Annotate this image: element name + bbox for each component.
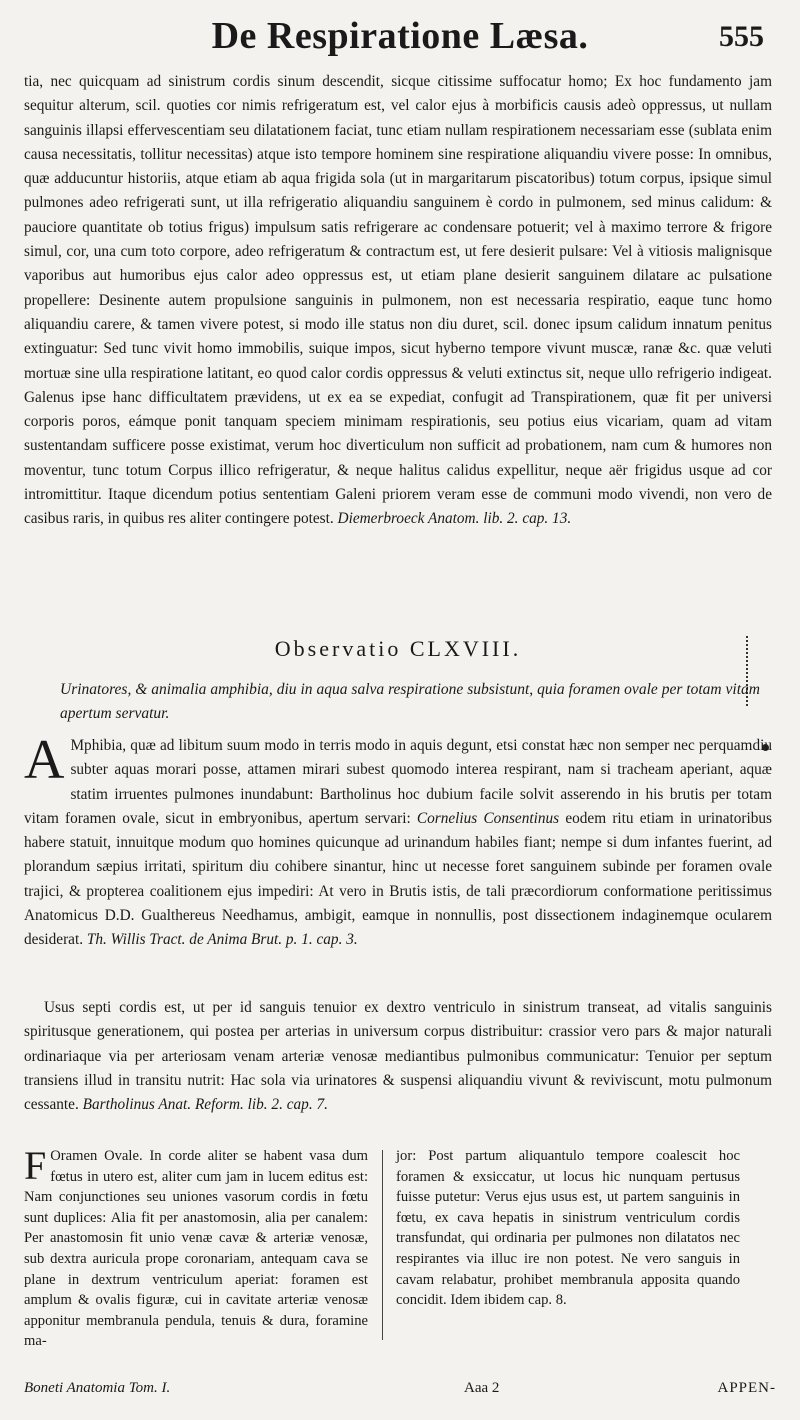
page-title: De Respiratione Læsa. [211,15,589,57]
usus-paragraph [24,996,772,1117]
usus-text: Usus septi cordis est, ut per id sanguis tenuior ex dextro ventriculo in sinistrum transeat, ad vitalis sanguinis spiritusque generationem, qui postea per arterias in universum corpus distribuitur: crassior vero pars & major naturali ordinariaque via per arteriosam venam arteriæ venosæ mediantibus pulmonibus communicatur: Tenuior per septum transiens illud in transitu nutrit: Hac sola via urinatores & suspensi aliquandiu vivunt & reviviscunt, motu pulmonum cessante. [24,999,772,1114]
intro-paragraph [24,70,772,532]
intro-citation: Diemerbroeck Anatom. lib. 2. cap. 13. [337,510,572,528]
drop-cap-a: A [24,729,65,791]
drop-cap-f: F [24,1143,47,1188]
footer-catchword: APPEN- [717,1380,776,1396]
amphibia-text: Mphibia, quæ ad libitum suum modo in terris modo in aquis degunt, etsi constat hæc non semper nec perquamdiu subter aquas morari posse, attamen mirari subest quomodo interea respirant, nam si tracheam aperiant, aquæ statim irruentes pulmones inundabunt: Bartholinus hoc dubium facile solvit asserendo in his brutis per totam vitam foramen ovale, sicut in embryonibus, apertum servari: [24,737,772,827]
intro-text: tia, nec quicquam ad sinistrum cordis sinum descendit, sicque citissime suffocatur homo; Ex hoc fundamento jam sequitur alterum, scil. quoties cor nimis refrigeratum est, vel calor ejus à morbificis causis adeò oppressus, ut nullam sanguinis illapsi effervescentiam seu dilatationem faciat, tunc etiam nullam respirationem necessariam esse (sublata enim causa necessitatis, tollitur necessitas) atque isto tempore hominem sine respiratione aliquandiu vivere posse: In omnibus, quæ adducuntur historiis, atque etiam ab aqua frigida sola (ut in margaritarum piscatoribus) totum corpus, ipsique simul pulmones adeo refrigerati sunt, ut illa refrigeratio aliquandiu sanguinem è cordo in pulmonem, sed minus calidum: & pauciore quantitate ob totius frigus) impulsum satis refrigerare ac condensare potuerit; vel à maximo terrore & frigore simul, cor, una cum toto corpore, adeo refrigeratum & contractum est, ut fere desierit pulsare: Vel à vitiosis malignisque vaporibus aut humoribus ejus calor adeo oppressus est, ut etiam plane desierit sanguinem dilatare ac pulsatione propellere: Desinente autem propulsione sanguinis in pulmonem, non est necessaria respiratio, eaque tunc homo aliquandiu carere, & tamen vivere potest, si modo ille status non diu duret, scil. donec ipsum calidum innatum penitus extinguatur: Sed tunc vivit homo immobilis, suique impos, sicut hyberno tempore vivunt muscæ, ranæ &c. quæ veluti mortuæ sine ulla respiratione latitant, eo quod calor cordis oppressus & veluti extinctus sit, neque ullo refrigerio indigeat. Galenus ipse hanc difficultatem prævidens, ut ex ea se expediat, confugit ad Transpirationem, quæ fit per universi corporis poros, eámque ponit tanquam speciem minimam respirationis, seu potius eius vicariam, quam ad vitam sustentandam sufficere posse existimat, verum hoc diverticulum non sufficit ad probationem, nam cum & humores non moventur, tunc totum Corpus illico refrigeratur, & neque halitus calidus expellitur, neque aër frigidus usque ad cor intromittitur. Itaque dicendum potius sententiam Galeni priorem veram esse de communi modo vivendi, non vero de casibus raris, in quibus res aliter contingere potest. [24,73,772,528]
usus-citation: Bartholinus Anat. Reform. lib. 2. cap. 7. [82,1096,328,1114]
amphibia-paragraph [24,729,773,953]
foramen-citation: Idem ibidem cap. 8. [450,1292,567,1309]
amphibia-name: Cornelius Consentinus [416,809,560,827]
observation-summary: Urinatores, & animalia amphibia, diu in aqua salva respiratione subsistunt, quia foramen ovale per totam vitam apertum servatur. [60,681,760,722]
foramen-heading: Oramen Ovale. [50,1148,143,1164]
foramen-right-text: jor: Post partum aliquantulo tempore coalescit hoc foramen & exsiccatur, ut locus hic nunquam pertusus fuisse putetur: Verus ejus usus est, ut partem sanguinis in fœtu, ex cava hepatis in sinistrum ventriculum cordis transfundat, qui ordinaria per pulmones non dilatatos nec respirantes via illuc ire non potest. Ne vero sanguis in cavam relabatur, prohibet membranula apposita quando concidit. [396,1148,740,1309]
page-number: 555 [719,20,764,53]
left-column [24,1143,368,1352]
footer-book-title: Boneti Anatomia Tom. I. [24,1380,171,1396]
foramen-left-text: In corde aliter se habent vasa dum fœtus in utero est, aliter cum jam in lucem editus est: Nam conjunctiones seu uniones vasorum cordis in fœtu sunt duplices: Alia fit per anastomosin, alia per canalem: Per anastomosin fit unio venæ cavæ & arteriæ venosæ, sub dextra auricula prope coronariam, antequam cava se plane in dextrum ventriculum aperiat: foramen est amplum & ovalis figuræ, cui in cavitate arteriæ venosæ apponitur membranula pendula, tenuis & dura, foramine ma- [24,1148,368,1350]
two-column-section [24,1143,772,1350]
amphibia-text-2: eodem ritu etiam in urinatoribus habere statuit, innuitque modum quo homines quicunque ad urinandum habiles fiant; nempe si dum infantes fuerint, ad plorandum sæpius irritati, spiritum diu cohibere sinantur, hinc ut necesse foret sanguinem subinde per foramen ovale trajici, & propterea coalitionem ejus impediri: At vero in Brutis istis, de tali præcordiorum conformatione peritissimus Anatomicus D.D. Gualthereus Needhamus, ambigit, eamque in nonnullis, post dissectionem indaginemque ocularem desiderat. [24,809,773,949]
footer-signature-mark: Aaa 2 [464,1380,500,1396]
amphibia-citation: Th. Willis Tract. de Anima Brut. p. 1. cap. 3. [86,931,358,949]
observation-title: Observatio CLXVIII. [274,636,522,661]
column-divider [382,1150,383,1340]
running-head [0,14,800,70]
page-footer [24,1376,776,1406]
right-column [396,1146,740,1311]
